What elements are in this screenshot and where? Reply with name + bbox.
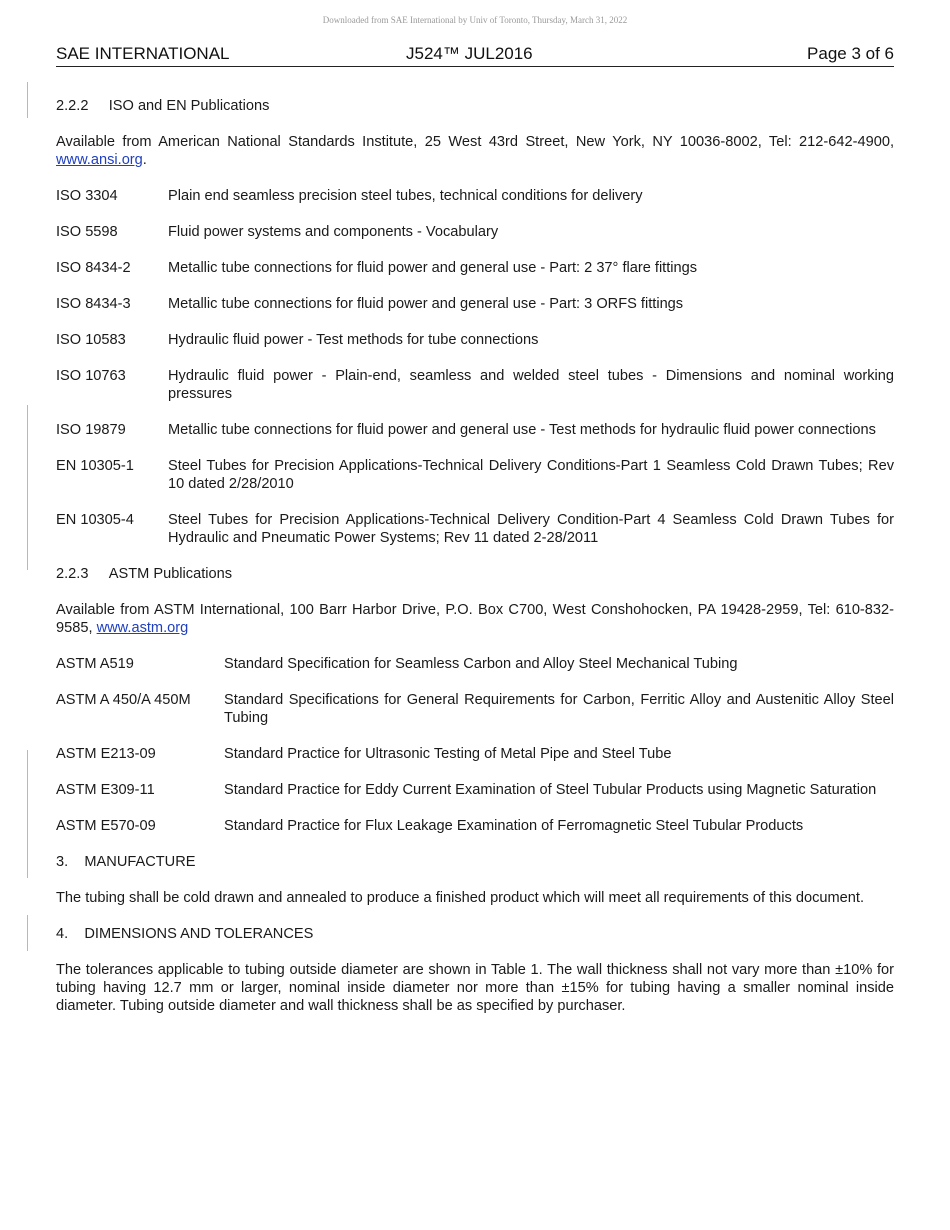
tolerances-paragraph: The tolerances applicable to tubing outside diameter are shown in Table 1. The wall thickness shall not vary more than ±10% for tubing having 12.7 mm or larger, nominal inside diameter nor more than ±15% for tubing having a smaller nominal inside diameter. Tubing outside diameter and wall thickness shall be as specified by purchaser. bbox=[56, 962, 894, 1014]
download-watermark: Downloaded from SAE International by Univ of Toronto, Thursday, March 31, 2022 bbox=[322, 15, 628, 25]
revision-bar bbox=[27, 915, 28, 951]
reference-title: Standard Specification for Seamless Carbon and Alloy Steel Mechanical Tubing bbox=[224, 656, 738, 672]
ansi-link[interactable]: www.ansi.org bbox=[56, 152, 143, 168]
header-publisher: SAE INTERNATIONAL bbox=[56, 44, 230, 63]
reference-title: Standard Practice for Flux Leakage Examination of Ferromagnetic Steel Tubular Products bbox=[224, 818, 804, 834]
astm-availability-paragraph: Available from ASTM International, 100 Barr Harbor Drive, P.O. Box C700, West Conshohocken, PA 19428-2959, Tel: 610-832-9585, www.astm.org bbox=[56, 602, 894, 636]
reference-title: Plain end seamless precision steel tubes, technical conditions for delivery bbox=[168, 188, 643, 204]
section-3-heading: 3. MANUFACTURE bbox=[56, 854, 196, 870]
reference-row bbox=[56, 745, 894, 763]
reference-title: Standard Practice for Eddy Current Examination of Steel Tubular Products using Magnetic Saturation bbox=[224, 782, 877, 798]
page-body bbox=[56, 97, 894, 1015]
reference-row bbox=[56, 817, 894, 835]
revision-bar bbox=[27, 82, 28, 118]
reference-code: ASTM A519 bbox=[56, 656, 134, 672]
reference-code: ISO 8434-2 bbox=[56, 260, 131, 276]
reference-title: Hydraulic fluid power - Plain-end, seamless and welded steel tubes - Dimensions and nominal working pressures bbox=[168, 368, 894, 402]
section-2-2-2-heading: 2.2.2 ISO and EN Publications bbox=[56, 98, 270, 114]
reference-code: EN 10305-4 bbox=[56, 512, 134, 528]
reference-title: Hydraulic fluid power - Test methods for tube connections bbox=[168, 332, 539, 348]
reference-row bbox=[56, 331, 894, 349]
revision-bar bbox=[27, 750, 28, 878]
reference-code: ASTM E570-09 bbox=[56, 818, 156, 834]
reference-code: ISO 5598 bbox=[56, 224, 118, 240]
reference-code: ISO 3304 bbox=[56, 188, 118, 204]
section-2-2-3-heading: 2.2.3 ASTM Publications bbox=[56, 566, 233, 582]
astm-link[interactable]: www.astm.org bbox=[96, 620, 189, 636]
reference-row bbox=[56, 223, 894, 241]
reference-title: Standard Practice for Ultrasonic Testing of Metal Pipe and Steel Tube bbox=[224, 746, 672, 762]
header-page-number: Page 3 of 6 bbox=[807, 44, 894, 63]
reference-row bbox=[56, 781, 894, 799]
section-4-heading: 4. DIMENSIONS AND TOLERANCES bbox=[56, 926, 314, 942]
header-document-id: J524™ JUL2016 bbox=[406, 44, 533, 63]
reference-row bbox=[56, 259, 894, 277]
reference-code: ISO 10763 bbox=[56, 368, 126, 384]
reference-row bbox=[56, 367, 894, 403]
reference-row bbox=[56, 691, 894, 727]
reference-code: ASTM E213-09 bbox=[56, 746, 156, 762]
reference-row bbox=[56, 511, 894, 547]
manufacture-paragraph: The tubing shall be cold drawn and annealed to produce a finished product which will meet all requirements of this document. bbox=[56, 890, 864, 906]
reference-row bbox=[56, 295, 894, 313]
reference-row bbox=[56, 421, 894, 439]
reference-title: Fluid power systems and components - Vocabulary bbox=[168, 224, 499, 240]
reference-row bbox=[56, 457, 894, 493]
reference-code: ASTM E309-11 bbox=[56, 782, 155, 798]
reference-code: ISO 19879 bbox=[56, 422, 126, 438]
ansi-availability-paragraph: Available from American National Standards Institute, 25 West 43rd Street, New York, NY 10036-8002, Tel: 212-642-4900, www.ansi.org. bbox=[56, 134, 894, 168]
reference-title: Metallic tube connections for fluid power and general use - Part: 3 ORFS fittings bbox=[168, 296, 684, 312]
reference-code: ISO 10583 bbox=[56, 332, 126, 348]
reference-code: ISO 8434-3 bbox=[56, 296, 131, 312]
reference-title: Metallic tube connections for fluid power and general use - Test methods for hydraulic fluid power connections bbox=[168, 422, 876, 438]
reference-title: Metallic tube connections for fluid power and general use - Part: 2 37° flare fittings bbox=[168, 260, 698, 276]
reference-row bbox=[56, 187, 894, 205]
reference-code: EN 10305-1 bbox=[56, 458, 134, 474]
reference-title: Steel Tubes for Precision Applications-Technical Delivery Conditions-Part 1 Seamless Cold Drawn Tubes; Rev 10 dated 2/28/2010 bbox=[168, 458, 894, 492]
page-header bbox=[56, 44, 894, 67]
reference-title: Steel Tubes for Precision Applications-Technical Delivery Condition-Part 4 Seamless Cold Drawn Tubes for Hydraulic and Pneumatic Power Systems; Rev 11 dated 2-28/2011 bbox=[168, 512, 894, 546]
reference-code: ASTM A 450/A 450M bbox=[56, 692, 191, 708]
revision-bar bbox=[27, 405, 28, 570]
reference-row bbox=[56, 655, 894, 673]
reference-title: Standard Specifications for General Requirements for Carbon, Ferritic Alloy and Austenitic Alloy Steel Tubing bbox=[224, 692, 894, 726]
